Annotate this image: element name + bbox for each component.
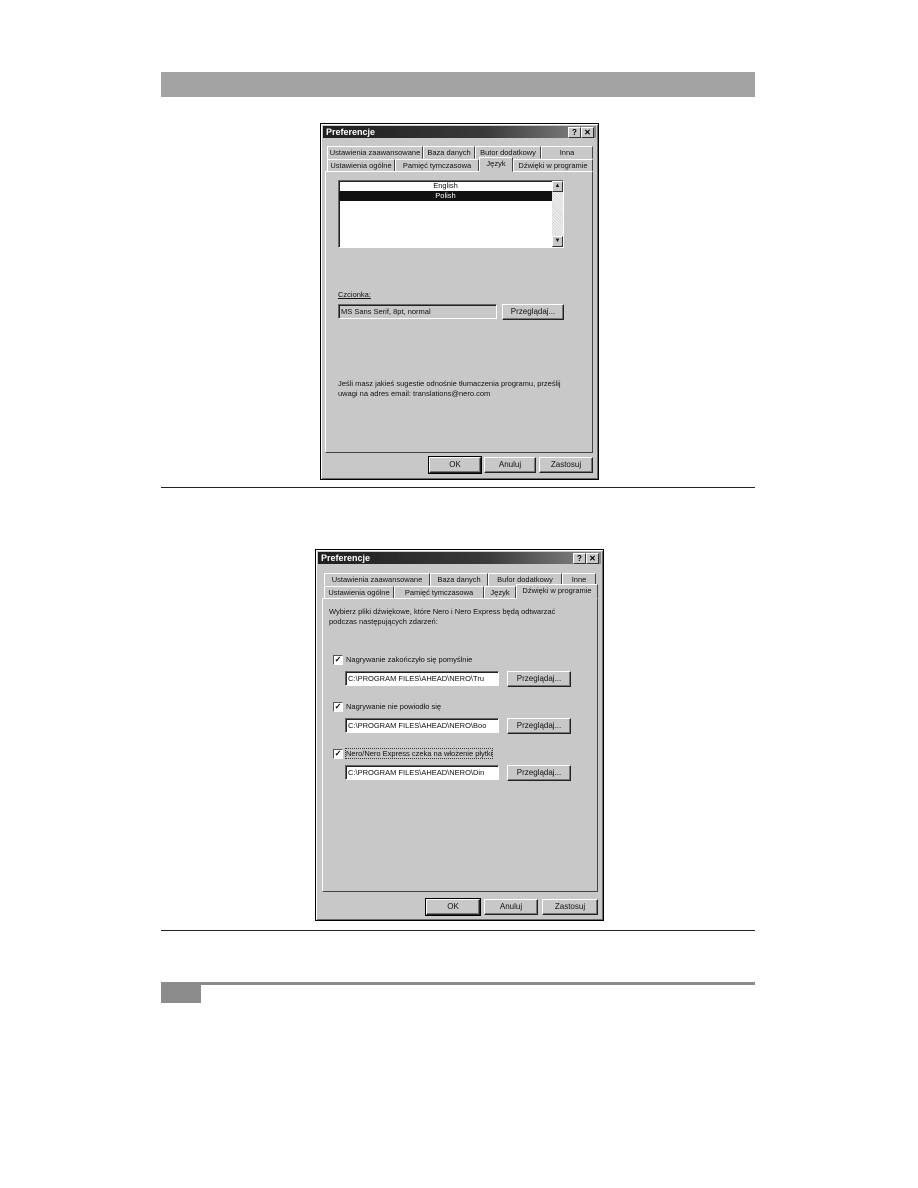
- separator-rule: [161, 487, 755, 488]
- tab-additional-buffer[interactable]: Butor dodatkowy: [475, 146, 541, 159]
- tab-additional-buffer[interactable]: Bufor dodatkowy: [488, 573, 562, 586]
- event-failure-label: Nagrywanie nie powiodło się: [346, 702, 442, 711]
- help-button[interactable]: ?: [573, 553, 586, 564]
- event-insert-disc-checkbox[interactable]: ✓: [334, 749, 342, 758]
- tab-language[interactable]: Język: [484, 586, 516, 599]
- apply-button[interactable]: Zastosuj: [542, 899, 598, 915]
- event-insert-disc-path-input[interactable]: C:\PROGRAM FILES\AHEAD\NERO\Din: [345, 765, 499, 780]
- language-list-scrollbar[interactable]: [552, 181, 563, 247]
- event-success-browse-button[interactable]: Przeglądaj...: [507, 671, 571, 687]
- tab-database[interactable]: Baza danych: [430, 573, 488, 586]
- dialog-title: Preferencje: [321, 553, 371, 563]
- event-insert-disc-browse-button[interactable]: Przeglądaj...: [507, 765, 571, 781]
- event-failure-browse-button[interactable]: Przeglądaj...: [507, 718, 571, 734]
- preferences-dialog-sounds: [315, 549, 604, 921]
- tab-other[interactable]: Inna: [541, 146, 593, 159]
- font-browse-button[interactable]: Przeglądaj...: [502, 304, 564, 320]
- page-header-bar: [161, 72, 755, 97]
- language-list[interactable]: [338, 180, 564, 248]
- language-option-polish[interactable]: Polish: [339, 191, 552, 201]
- tab-cache[interactable]: Pamięć tymczasowa: [394, 586, 484, 599]
- dialog-title: Preferencje: [326, 127, 376, 137]
- tab-general-settings[interactable]: Ustawienia ogólne: [324, 586, 394, 599]
- translation-info-line-2: uwagi na adres email: translations@nero.com: [338, 389, 491, 398]
- scroll-down-arrow-icon[interactable]: ▼: [552, 236, 563, 247]
- tab-advanced-settings[interactable]: Ustawienia zaawansowane: [324, 573, 430, 586]
- preferences-dialog-language: [320, 123, 599, 480]
- separator-rule: [161, 930, 755, 931]
- font-value-field: MS Sans Serif, 8pt, normal: [338, 304, 497, 319]
- tab-advanced-settings[interactable]: Ustawienia zaawansowane: [327, 146, 423, 159]
- language-option-english[interactable]: English: [433, 181, 458, 190]
- event-failure-path-input[interactable]: C:\PROGRAM FILES\AHEAD\NERO\Boo: [345, 718, 499, 733]
- close-button[interactable]: ✕: [581, 127, 594, 138]
- sounds-description-line-2: podczas następujących zdarzeń:: [329, 617, 438, 626]
- tab-database[interactable]: Baza danych: [423, 146, 475, 159]
- event-insert-disc-label: Nero/Nero Express czeka na włożenie płytki: [346, 749, 493, 758]
- dialog-titlebar: [323, 126, 596, 138]
- event-success-checkbox[interactable]: ✓: [334, 655, 342, 664]
- cancel-button[interactable]: Anuluj: [484, 899, 538, 915]
- tab-general-settings[interactable]: Ustawienia ogólne: [327, 159, 395, 172]
- tab-panel-language: [325, 171, 593, 453]
- tab-cache[interactable]: Pamięć tymczasowa: [395, 159, 479, 172]
- scroll-up-arrow-icon[interactable]: ▲: [552, 181, 563, 192]
- sounds-description-line-1: Wybierz pliki dźwiękowe, które Nero i Nero Express będą odtwarzać: [329, 607, 556, 616]
- tab-sounds[interactable]: Dźwięki w programie: [513, 159, 593, 172]
- tab-sounds[interactable]: Dźwięki w programie: [516, 584, 598, 599]
- page-number-tab: [161, 985, 201, 1003]
- event-success-label: Nagrywanie zakończyło się pomyślnie: [346, 655, 473, 664]
- event-success-path-input[interactable]: C:\PROGRAM FILES\AHEAD\NERO\Tru: [345, 671, 499, 686]
- apply-button[interactable]: Zastosuj: [539, 457, 593, 473]
- tab-panel-sounds: [322, 598, 598, 892]
- translation-info-line-1: Jeśli masz jakieś sugestie odnośnie tłumaczenia programu, prześlij: [338, 379, 561, 388]
- tab-language[interactable]: Język: [479, 157, 513, 172]
- page-footer-line: [161, 982, 755, 985]
- help-button[interactable]: ?: [568, 127, 581, 138]
- ok-button[interactable]: OK: [426, 899, 480, 915]
- font-label: Czcionka:: [338, 290, 371, 299]
- ok-button[interactable]: OK: [429, 457, 481, 473]
- dialog-titlebar: [318, 552, 601, 564]
- tab-other[interactable]: Inne: [562, 573, 596, 586]
- cancel-button[interactable]: Anuluj: [484, 457, 536, 473]
- close-button[interactable]: ✕: [586, 553, 599, 564]
- event-failure-checkbox[interactable]: ✓: [334, 702, 342, 711]
